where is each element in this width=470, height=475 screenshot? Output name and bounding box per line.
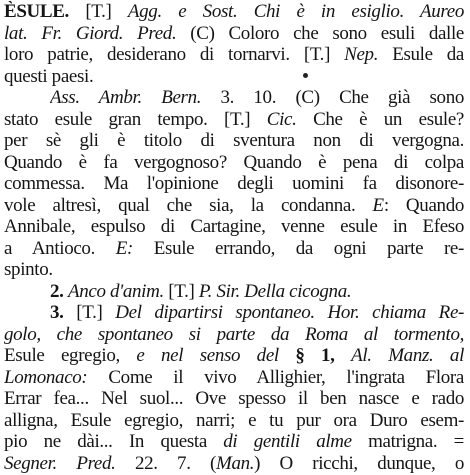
entry-text: E	[372, 194, 384, 216]
entry-text: Come il vivo Allighier, l'ingrata Flora	[87, 366, 464, 388]
entry-text: alligna, Esule egregio, narri; e tu pur ora Duro esem-	[4, 409, 464, 431]
entry-text: loro patrie, desiderano di tornarvi. [T.]	[4, 44, 345, 65]
entry-line	[4, 130, 464, 152]
entry-text: Esule da	[378, 44, 464, 65]
entry-text: Anco d'anim.	[67, 280, 164, 302]
entry-text: [T.]	[68, 1, 128, 22]
entry-text: spinto.	[4, 259, 53, 280]
entry-text: di gentili alme	[223, 431, 352, 452]
entry-line	[4, 109, 464, 131]
entry-text: Al. Manz. al	[351, 345, 464, 366]
entry-text: [T.]	[163, 280, 199, 302]
entry-line	[4, 345, 464, 367]
entry-text: Esule egregio,	[4, 345, 137, 366]
entry-line	[4, 324, 464, 346]
entry-text: stato esule gran tempo. [T.]	[4, 108, 267, 130]
entry-text: Del dipartirsi spontaneo. Hor. chiama Re-	[115, 302, 464, 323]
entry-text: Annibale, espulso di Cartagine, venne esule in Efeso	[4, 216, 464, 237]
entry-text: 22. 7. (	[115, 452, 216, 474]
entry-text: 3. 10. (C) Che già sono	[201, 87, 464, 108]
entry-text: Che è un esule?	[296, 108, 464, 130]
entry-line	[4, 367, 464, 389]
entry-text: Ass. Ambr. Bern.	[50, 87, 202, 108]
entry-line	[4, 66, 464, 88]
entry-line	[4, 259, 464, 281]
entry-line	[50, 302, 464, 324]
entry-text: pio ne dài... In questa	[4, 431, 224, 452]
entry-text: (C) Coloro che sono esuli dalle	[176, 22, 464, 44]
entry-line	[4, 388, 464, 410]
entry-text: a Antioco.	[4, 237, 116, 259]
entry-text: questi paesi.	[4, 65, 94, 87]
entry-line	[4, 431, 464, 453]
entry-text: Errar fea... Nel suol... Ove spesso il ben nasce e rado	[4, 388, 464, 409]
entry-text: § 1,	[278, 345, 352, 366]
entry-line	[4, 173, 464, 195]
entry-text: 3.	[50, 302, 77, 323]
entry-text: : Quando	[383, 194, 464, 216]
entry-line	[4, 216, 464, 238]
entry-line	[4, 453, 464, 475]
entry-line	[50, 87, 464, 109]
entry-text: per sè gli è titolo di sventura non di vergogna.	[4, 130, 464, 151]
entry-line	[50, 281, 464, 303]
entry-line	[4, 410, 464, 432]
entry-text: commessa. Ma l'opinione degli uomini fa disonore-	[4, 173, 464, 194]
entry-text: Esule errando, da ogni parte re-	[133, 237, 464, 259]
entry-text: E:	[115, 237, 133, 259]
entry-text: Lomonaco:	[4, 366, 88, 388]
entry-text: 2.	[50, 280, 68, 302]
entry-text: matrigna. =	[351, 431, 464, 452]
entry-line	[4, 152, 464, 174]
headword: ÈSULE.	[4, 1, 69, 22]
entry-text: lat. Fr. Giord. Pred.	[4, 22, 177, 44]
entry-line	[4, 195, 464, 217]
entry-text: Man.	[215, 452, 255, 474]
entry-text: Cic.	[266, 108, 297, 130]
entry-text: [T.]	[76, 302, 116, 323]
entry-text: Quando è fa vergognoso? Quando è pena di colpa	[4, 151, 464, 173]
entry-text: P. Sir. Della cicogna.	[198, 280, 352, 302]
entry-text: ) O ricchi, dunque, o	[254, 452, 464, 474]
entry-line	[4, 238, 464, 260]
entry-line	[4, 1, 464, 23]
entry-text: Agg. e Sost. Chi è in esiglio. Aureo	[127, 1, 464, 22]
entry-text: golo, che spontaneo si parte da Roma al tormento,	[4, 323, 464, 345]
entry-line	[4, 44, 464, 66]
entry-text: e nel senso del	[136, 345, 279, 366]
entry-text: Segner. Pred.	[4, 452, 116, 474]
entry-text: vole altresì, qual che sia, la condanna.	[4, 194, 373, 216]
entry-line	[4, 23, 464, 45]
entry-text: Nep.	[344, 44, 379, 65]
print-speck	[303, 73, 308, 78]
